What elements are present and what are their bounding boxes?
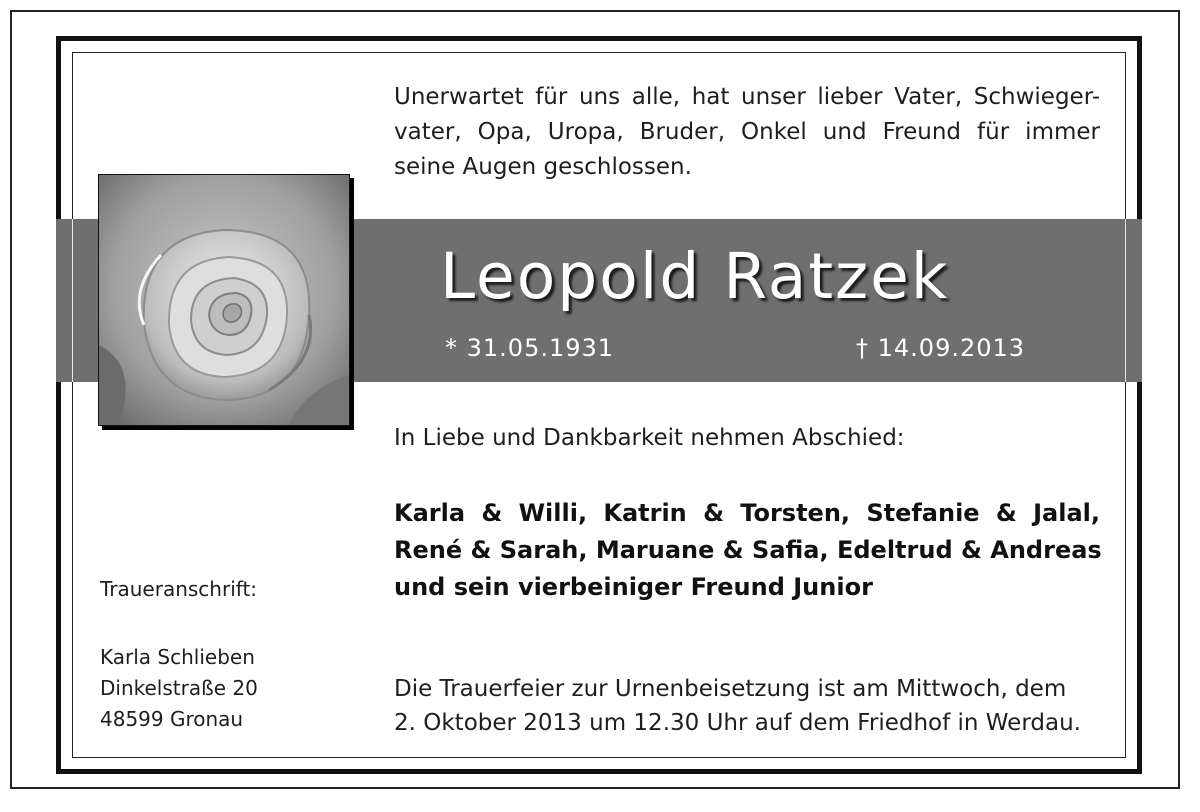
intro-line-3: seine Augen geschlossen.: [394, 154, 692, 180]
service-text: [394, 672, 1100, 740]
address-label: Traueranschrift:: [100, 577, 258, 601]
service-line-2: 2. Oktober 2013 um 12.30 Uhr auf dem Friedhof in Werdau.: [394, 710, 1081, 736]
service-line-1: Die Trauerfeier zur Urnenbeisetzung ist am Mittwoch, dem: [394, 676, 1067, 702]
rose-image: [98, 174, 350, 426]
mourners-list: [394, 495, 1100, 606]
address-name: Karla Schlieben: [100, 645, 255, 669]
mourning-address: [100, 642, 258, 735]
mourners-line-1: Karla & Willi, Katrin & Torsten, Stefanie & Jalal,: [394, 499, 1100, 527]
death-date: † 14.09.2013: [856, 334, 1026, 362]
band-edge-left: [72, 219, 73, 382]
birth-date: * 31.05.1931: [445, 334, 615, 362]
intro-text: [394, 80, 1100, 185]
address-street: Dinkelstraße 20: [100, 676, 258, 700]
farewell-text: In Liebe und Dankbarkeit nehmen Abschied:: [394, 425, 905, 451]
intro-line-2: vater, Opa, Uropa, Bruder, Onkel und Freund für immer: [394, 119, 1100, 145]
deceased-name: Leopold Ratzek: [440, 240, 950, 313]
intro-line-1: Unerwartet für uns alle, hat unser lieber Vater, Schwieger-: [394, 84, 1100, 110]
address-city: 48599 Gronau: [100, 707, 244, 731]
mourners-line-3: und sein vierbeiniger Freund Junior: [394, 573, 873, 601]
band-edge-right: [1125, 219, 1126, 382]
mourners-line-2: René & Sarah, Maruane & Safia, Edeltrud & Andreas: [394, 536, 1102, 564]
